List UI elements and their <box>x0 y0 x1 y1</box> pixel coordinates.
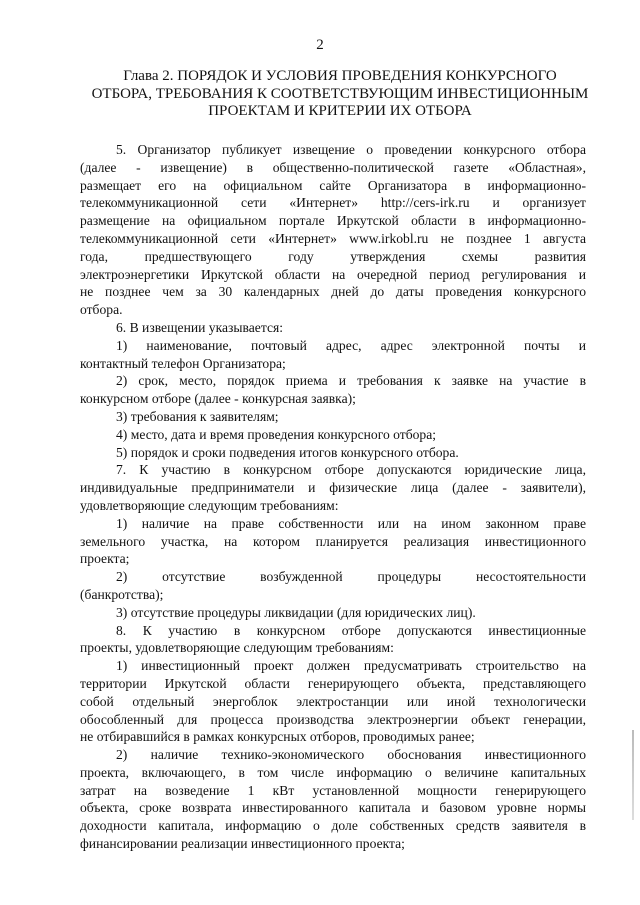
text-line: 7. К участию в конкурсном отборе допускаются юридические лица, <box>116 462 586 478</box>
paragraph <box>80 444 586 462</box>
paragraph <box>80 657 586 746</box>
text-line: 4) место, дата и время проведения конкурсного отбора; <box>116 426 437 442</box>
text-line: 2) срок, место, порядок приема и требования к заявке на участие в <box>116 373 586 389</box>
text-line: контактный телефон Организатора; <box>80 355 286 371</box>
text-line: размещение на официальном портале Иркутской области в информационно- <box>80 213 586 229</box>
text-line: обособленный для процесса производства электроэнергии объект генерации, <box>80 711 586 727</box>
text-line: 1) наличие на праве собственности или на ином законном праве <box>116 515 586 531</box>
text-line: удовлетворяющие следующим требованиям: <box>80 497 339 513</box>
text-line: 2) отсутствие возбужденной процедуры несостоятельности <box>116 569 586 585</box>
paragraph <box>80 622 586 658</box>
paragraph <box>80 141 586 319</box>
page-number: 2 <box>316 37 324 53</box>
text-line: 3) отсутствие процедуры ликвидации (для юридических лиц). <box>116 604 476 620</box>
text-line: размещает его на официальном сайте Организатора в информационно- <box>80 177 586 193</box>
paragraph <box>80 426 586 444</box>
text-line: территории Иркутской области генерирующего объекта, представляющего <box>80 675 586 691</box>
paragraph <box>80 568 586 604</box>
scan-edge-mark <box>632 730 634 820</box>
document-body <box>80 141 586 853</box>
text-line: проекта, включающего, в том числе информацию о величине капитальных <box>80 764 586 780</box>
text-line: затрат на возведение 1 кВт установленной мощности генерирующего <box>80 782 586 798</box>
paragraph <box>80 408 586 426</box>
text-line: доходности капитала, информацию о доле собственных средств заявителя в <box>80 818 586 834</box>
text-line: земельного участка, на котором планируется реализация инвестиционного <box>80 533 586 549</box>
paragraph <box>80 746 586 853</box>
text-line: не позднее чем за 30 календарных дней до даты проведения конкурсного <box>80 284 586 300</box>
text-line: 5) порядок и сроки подведения итогов конкурсного отбора. <box>116 444 459 460</box>
paragraph <box>80 337 586 373</box>
text-line: конкурсном отборе (далее - конкурсная заявка); <box>80 391 356 407</box>
chapter-title-line: Глава 2. ПОРЯДОК И УСЛОВИЯ ПРОВЕДЕНИЯ КОНКУРСНОГО <box>123 68 557 84</box>
chapter-title-line: ОТБОРА, ТРЕБОВАНИЯ К СООТВЕТСТВУЮЩИМ ИНВЕСТИЦИОННЫМ <box>91 85 589 102</box>
chapter-title <box>80 68 600 121</box>
paragraph <box>80 461 586 514</box>
text-line: 1) наименование, почтовый адрес, адрес электронной почты и <box>116 337 586 353</box>
text-line: (банкротства); <box>80 586 164 602</box>
text-line: проекты, удовлетворяющие следующим требованиям: <box>80 640 394 656</box>
text-line: объекта, сроке возврата инвестированного капитала и базовом уровне нормы <box>80 800 586 816</box>
text-line: 2) наличие технико-экономического обоснования инвестиционного <box>116 747 586 763</box>
paragraph <box>80 319 586 337</box>
text-line: индивидуальные предприниматели и физические лица (далее - заявители), <box>80 480 586 496</box>
paragraph <box>80 604 586 622</box>
text-line: 6. В извещении указывается: <box>116 319 284 335</box>
paragraph <box>80 372 586 408</box>
paragraph <box>80 515 586 568</box>
text-line: (далее - извещение) в общественно-политической газете «Областная», <box>80 159 586 175</box>
text-line: 8. К участию в конкурсном отборе допускаются инвестиционные <box>116 622 586 638</box>
text-line: 5. Организатор публикует извещение о проведении конкурсного отбора <box>116 142 586 157</box>
text-line: телекоммуникационной сети «Интернет» www.irkobl.ru не позднее 1 августа <box>80 230 586 246</box>
text-line: 3) требования к заявителям; <box>116 408 279 424</box>
chapter-title-line: ПРОЕКТАМ И КРИТЕРИИ ИХ ОТБОРА <box>208 103 472 119</box>
text-line: отбора. <box>80 302 123 318</box>
text-line: электроэнергетики Иркутской области на очередной период регулирования и <box>80 266 586 282</box>
text-line: проекта; <box>80 551 130 567</box>
text-line: телекоммуникационной сети «Интернет» http://cers-irk.ru и организует <box>80 195 586 211</box>
text-line: года, предшествующего году утверждения схемы развития <box>80 248 586 264</box>
text-line: собой отдельный энергоблок электростанции или иной технологически <box>80 693 586 709</box>
text-line: не отбиравшийся в рамках конкурсных отборов, проводимых ранее; <box>80 729 475 745</box>
text-line: 1) инвестиционный проект должен предусматривать строительство на <box>116 658 586 674</box>
text-line: финансировании реализации инвестиционного проекта; <box>80 836 405 852</box>
